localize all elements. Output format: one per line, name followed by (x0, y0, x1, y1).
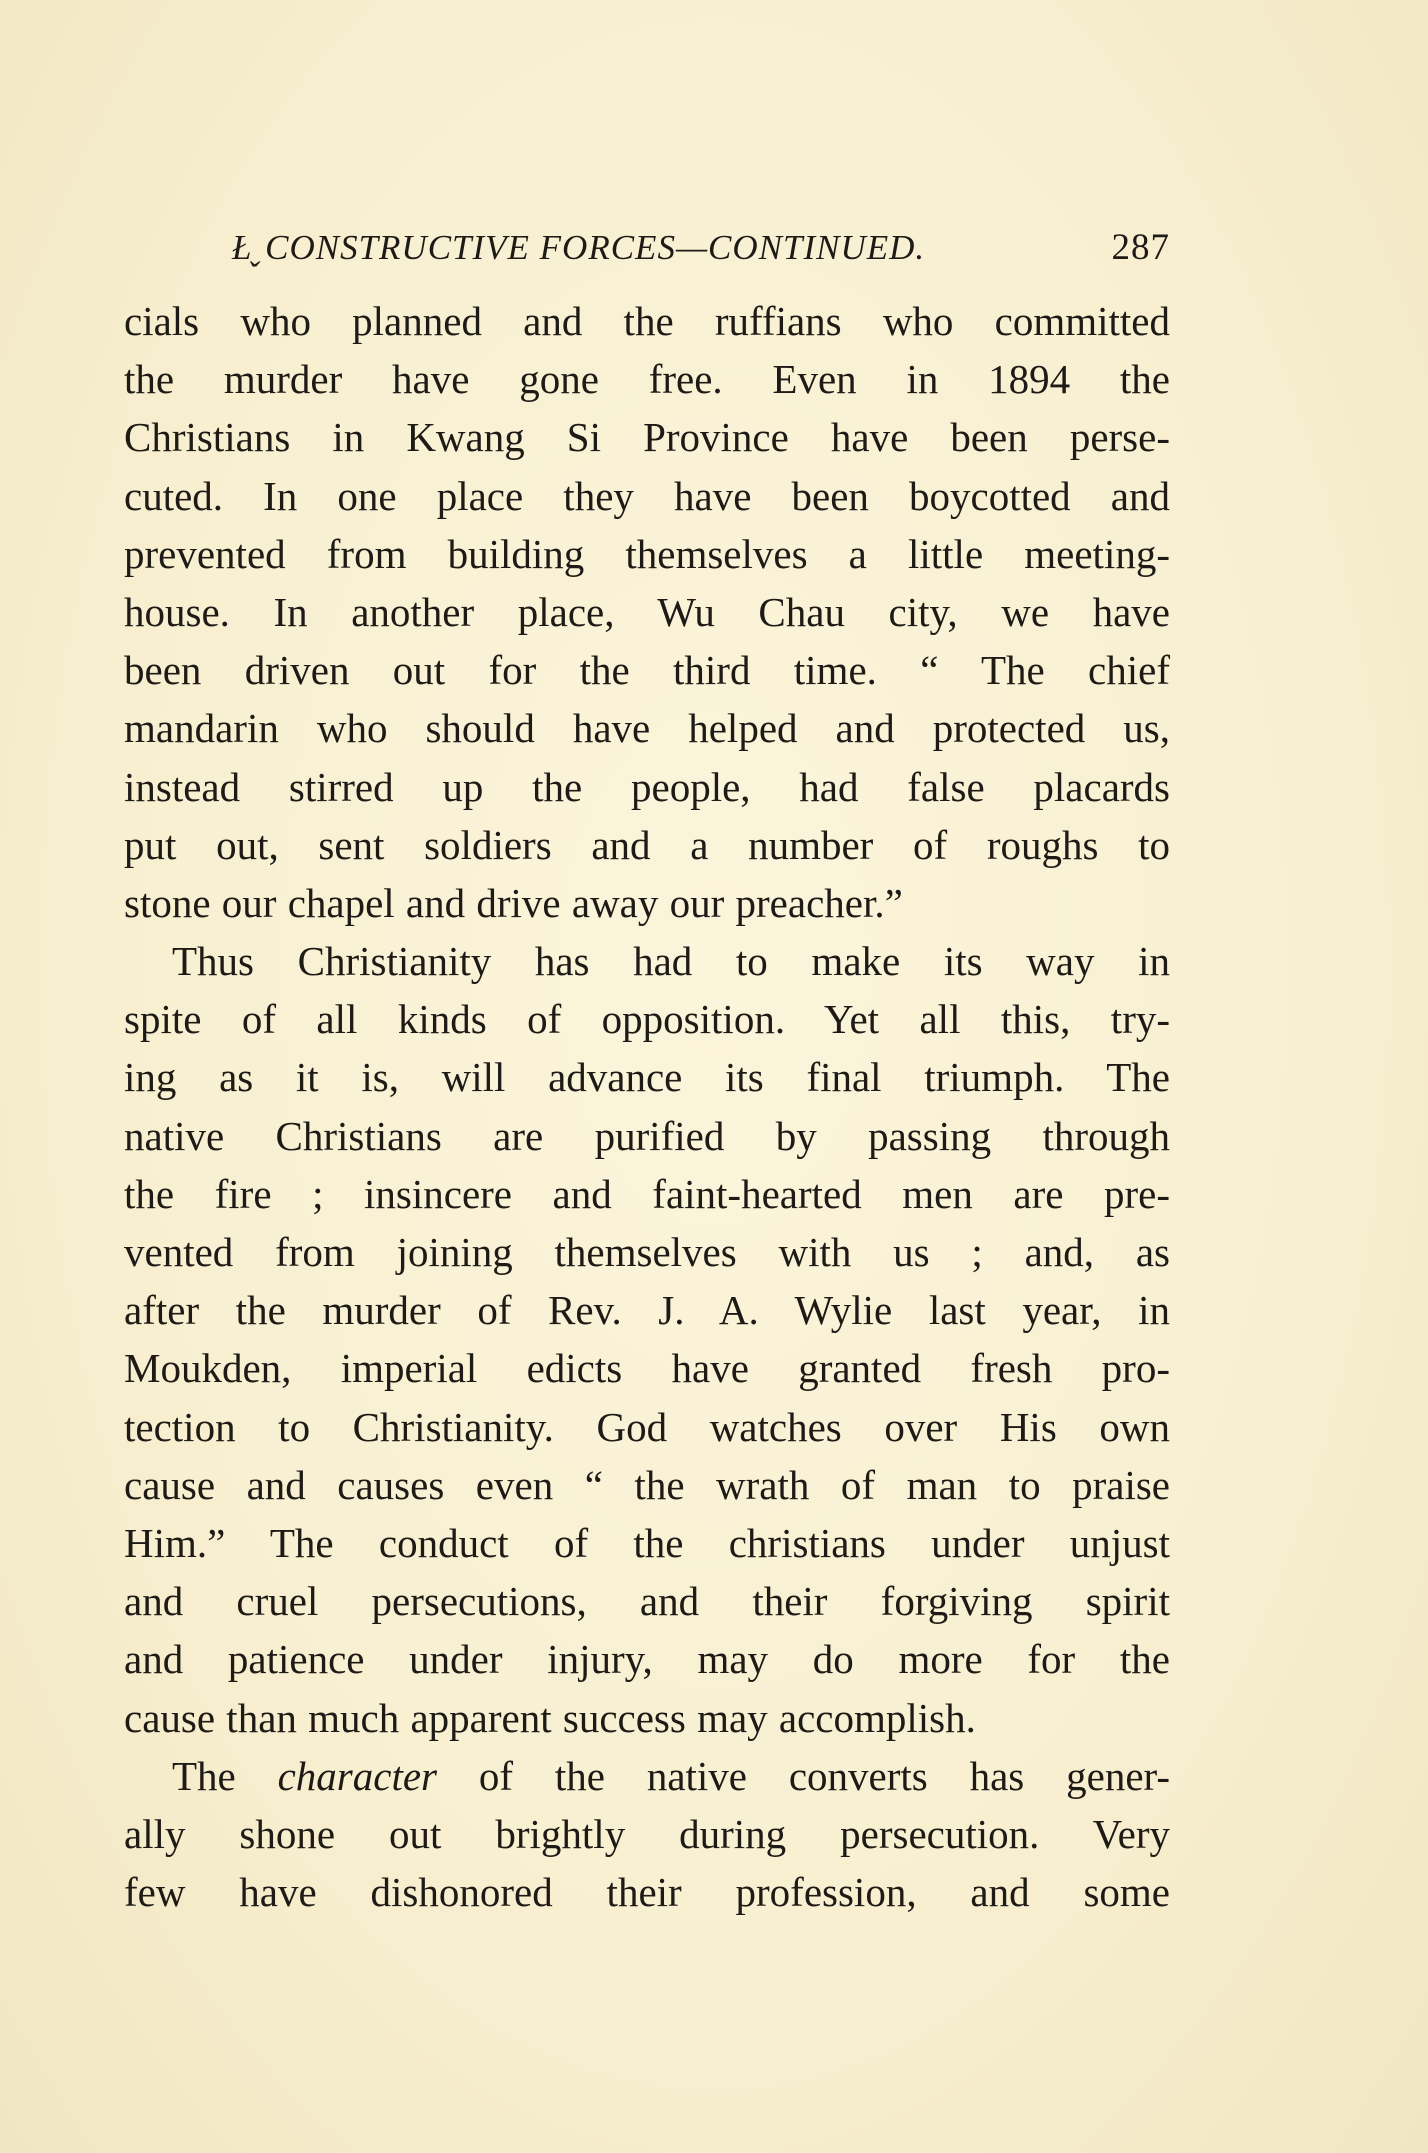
running-head (232, 218, 1170, 278)
text-line: been driven out for the third time. “ The chief (124, 647, 1170, 694)
text-line: few have dishonored their profession, and some (124, 1869, 1170, 1916)
text-line: cuted. In one place they have been boycotted and (124, 472, 1170, 519)
text-segment: of the native converts has gener- (478, 1752, 1170, 1799)
text-line: the murder have gone free. Even in 1894 the (124, 356, 1170, 403)
text-line: Him.” The conduct of the christians under unjust (124, 1519, 1170, 1566)
text-line: cause than much apparent success may accomplish. (124, 1694, 976, 1741)
text-line: and cruel persecutions, and their forgiving spirit (124, 1578, 1170, 1625)
text-line: ing as it is, will advance its final triumph. The (124, 1054, 1170, 1101)
text-line: instead stirred up the people, had false placards (124, 763, 1170, 810)
text-line: cials who planned and the ruffians who committed (124, 298, 1170, 344)
text-line: mandarin who should have helped and protected us, (124, 705, 1170, 752)
text-segment: The (172, 1752, 236, 1799)
text-line: the fire ; insincere and faint-hearted men are pre- (124, 1170, 1170, 1217)
body-text (124, 292, 1170, 1921)
text-line: ally shone out brightly during persecution. Very (124, 1810, 1170, 1857)
text-line: Moukden, imperial edicts have granted fresh pro- (124, 1345, 1170, 1392)
emphasized-word: character (277, 1752, 438, 1799)
text-line: house. In another place, Wu Chau city, we have (124, 588, 1170, 635)
text-line: prevented from building themselves a little meeting- (124, 530, 1170, 577)
text-line: stone our chapel and drive away our preacher.” (124, 879, 903, 926)
page-number: 287 (1111, 227, 1170, 268)
paragraph-start-line: Thus Christianity has had to make its way in (172, 938, 1170, 985)
text-line: Christians in Kwang Si Province have been perse- (124, 414, 1170, 461)
text-line: after the murder of Rev. J. A. Wylie last year, in (124, 1287, 1170, 1334)
text-line: tection to Christianity. God watches over His own (124, 1403, 1170, 1450)
text-line: cause and causes even “ the wrath of man to praise (124, 1461, 1170, 1508)
text-line: and patience under injury, may do more for the (124, 1636, 1170, 1683)
text-line: vented from joining themselves with us ; and, as (124, 1229, 1170, 1275)
paragraph-start-line (124, 1747, 1170, 1805)
text-line: spite of all kinds of opposition. Yet all this, try- (124, 996, 1170, 1043)
text-line: native Christians are purified by passing through (124, 1112, 1170, 1159)
running-head-title: ŁˬCONSTRUCTIVE FORCES—CONTINUED. (232, 228, 926, 267)
text-line: put out, sent soldiers and a number of roughs to (124, 821, 1170, 868)
